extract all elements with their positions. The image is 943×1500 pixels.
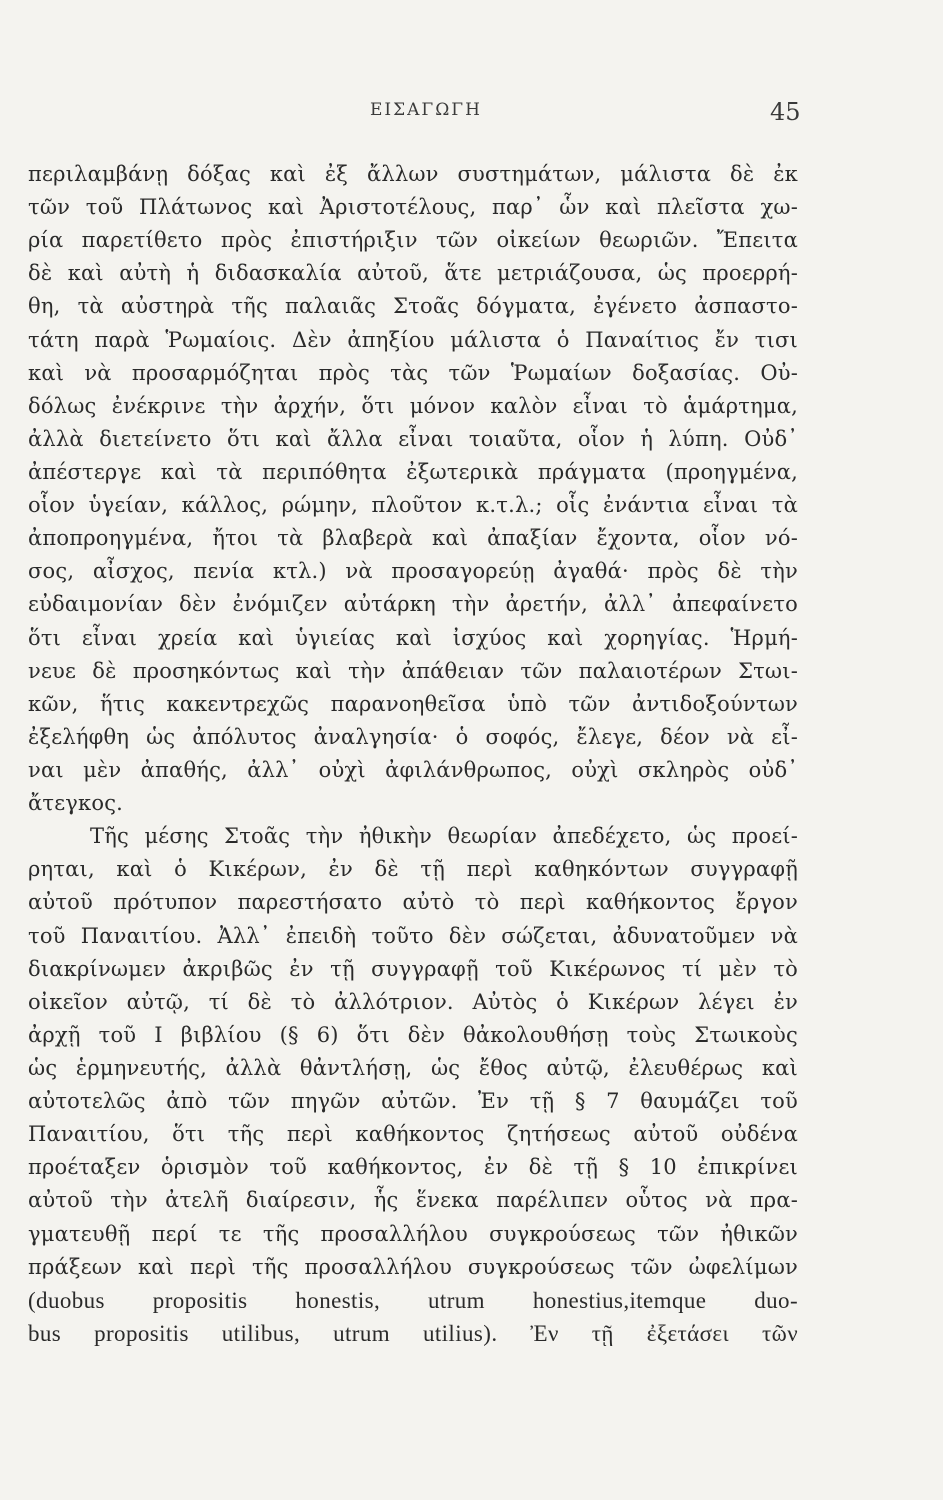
text-line: σος, αἶσχος, πενία κτλ.) νὰ προσαγορεύῃ ἀγαθά· πρὸς δὲ τὴν (28, 559, 798, 584)
text-line: τάτη παρὰ Ῥωμαίοις. Δὲν ἀπηξίου μάλιστα ὁ Παναίτιος ἔν τισι (28, 327, 798, 352)
text-line: εὐδαιμονίαν δὲν ἐνόμιζεν αὐτάρκη τὴν ἀρετήν, ἀλλ᾽ ἀπεφαίνετο (28, 592, 798, 617)
text-line: ναι μὲν ἀπαθής, ἀλλ᾽ οὐχὶ ἀφιλάνθρωπος, οὐχὶ σκληρὸς οὐδ᾽ (28, 757, 798, 782)
page-number: 45 (770, 98, 801, 126)
text-line: τῶν τοῦ Πλάτωνος καὶ Ἀριστοτέλους, παρ᾽ ὧν καὶ πλεῖστα χω- (28, 195, 798, 220)
text-line: ἀλλὰ διετείνετο ὅτι καὶ ἄλλα εἶναι τοιαῦτα, οἷον ἡ λύπη. Οὐδ᾽ (28, 426, 798, 451)
text-line: πράξεων καὶ περὶ τῆς προσαλλήλου συγκρούσεως τῶν ὠφελίμων (28, 1254, 798, 1279)
text-line: αὐτοῦ πρότυπον παρεστήσατο αὐτὸ τὸ περὶ καθήκοντος ἔργον (28, 890, 798, 915)
text-line: ἀποπροηγμένα, ἤτοι τὰ βλαβερὰ καὶ ἀπαξίαν ἔχοντα, οἷον νό- (28, 526, 798, 551)
text-line: καὶ νὰ προσαρμόζηται πρὸς τὰς τῶν Ῥωμαίων δοξασίας. Οὐ- (28, 360, 798, 385)
running-head: ΕΙΣΑΓΩΓΗ (370, 100, 482, 120)
text-line: περιλαμβάνῃ δόξας καὶ ἐξ ἄλλων συστημάτων, μάλιστα δὲ ἐκ (28, 162, 798, 186)
text-line: δὲ καὶ αὐτὴ ἡ διδασκαλία αὐτοῦ, ἅτε μετριάζουσα, ὡς προερρή- (28, 261, 798, 286)
text-line: ἀπέστεργε καὶ τὰ περιπόθητα ἐξωτερικὰ πράγματα (προηγμένα, (28, 459, 798, 484)
text-line: οἰκεῖον αὐτῷ, τί δὲ τὸ ἀλλότριον. Αὐτὸς ὁ Κικέρων λέγει ἐν (28, 989, 798, 1014)
text-line: θη, τὰ αὐστηρὰ τῆς παλαιᾶς Στοᾶς δόγματα, ἐγένετο ἀσπαστο- (28, 294, 798, 319)
text-line: αὐτοτελῶς ἀπὸ τῶν πηγῶν αὐτῶν. Ἐν τῇ § 7 θαυμάζει τοῦ (28, 1089, 798, 1114)
text-line: δόλως ἐνέκρινε τὴν ἀρχήν, ὅτι μόνον καλὸν εἶναι τὸ ἁμάρτημα, (28, 393, 798, 418)
text-line: αὐτοῦ τὴν ἀτελῆ διαίρεσιν, ἧς ἕνεκα παρέλιπεν οὗτος νὰ πρα- (28, 1188, 798, 1213)
text-line: γματευθῇ περί τε τῆς προσαλλήλου συγκρούσεως τῶν ἠθικῶν (28, 1221, 798, 1246)
latin-quote-line: (duobus propositis honestis, utrum honestius,itemque duo- (28, 1287, 798, 1313)
text-line: διακρίνωμεν ἀκριβῶς ἐν τῇ συγγραφῇ τοῦ Κικέρωνος τί μὲν τὸ (28, 956, 798, 981)
body-text (28, 158, 798, 1350)
text-line: Παναιτίου, ὅτι τῆς περὶ καθήκοντος ζητήσεως αὐτοῦ οὐδένα (28, 1122, 798, 1147)
latin-quote-line: bus propositis utilibus, utrum utilius). Ἐν τῇ ἐξετάσει τῶν (28, 1320, 798, 1346)
text-line: κῶν, ἥτις κακεντρεχῶς παρανοηθεῖσα ὑπὸ τῶν ἀντιδοξούντων (28, 691, 798, 716)
text-line: οἷον ὑγείαν, κάλλος, ρώμην, πλοῦτον κ.τ.λ.; οἷς ἐνάντια εἶναι τὰ (28, 493, 798, 518)
paragraph-end-line: ἄτεγκος. (28, 791, 124, 816)
text-line: ρηται, καὶ ὁ Κικέρων, ἐν δὲ τῇ περὶ καθηκόντων συγγραφῇ (28, 857, 798, 882)
text-line: προέταξεν ὁρισμὸν τοῦ καθήκοντος, ἐν δὲ τῇ § 10 ἐπικρίνει (28, 1155, 798, 1180)
text-line: τοῦ Παναιτίου. Ἀλλ᾽ ἐπειδὴ τοῦτο δὲν σώζεται, ἀδυνατοῦμεν νὰ (28, 923, 798, 948)
text-line: ἀρχῇ τοῦ I βιβλίου (§ 6) ὅτι δὲν θἀκολουθήσῃ τοὺς Στωικοὺς (28, 1022, 798, 1047)
text-line: νευε δὲ προσηκόντως καὶ τὴν ἀπάθειαν τῶν παλαιοτέρων Στωι- (28, 658, 798, 683)
text-line: ὡς ἑρμηνευτής, ἀλλὰ θἀντλήσῃ, ὡς ἔθος αὐτῷ, ἐλευθέρως καὶ (28, 1055, 798, 1080)
text-line: ὅτι εἶναι χρεία καὶ ὑγιείας καὶ ἰσχύος καὶ χορηγίας. Ἡρμή- (28, 625, 798, 650)
text-line: ἐξελήφθη ὡς ἀπόλυτος ἀναλγησία· ὁ σοφός, ἔλεγε, δέον νὰ εἶ- (28, 724, 798, 749)
paragraph-first-line: Τῆς μέσης Στοᾶς τὴν ἠθικὴν θεωρίαν ἀπεδέχετο, ὡς προεί- (90, 824, 798, 849)
text-line: ρία παρετίθετο πρὸς ἐπιστήριξιν τῶν οἰκείων θεωριῶν. Ἔπειτα (28, 228, 798, 253)
